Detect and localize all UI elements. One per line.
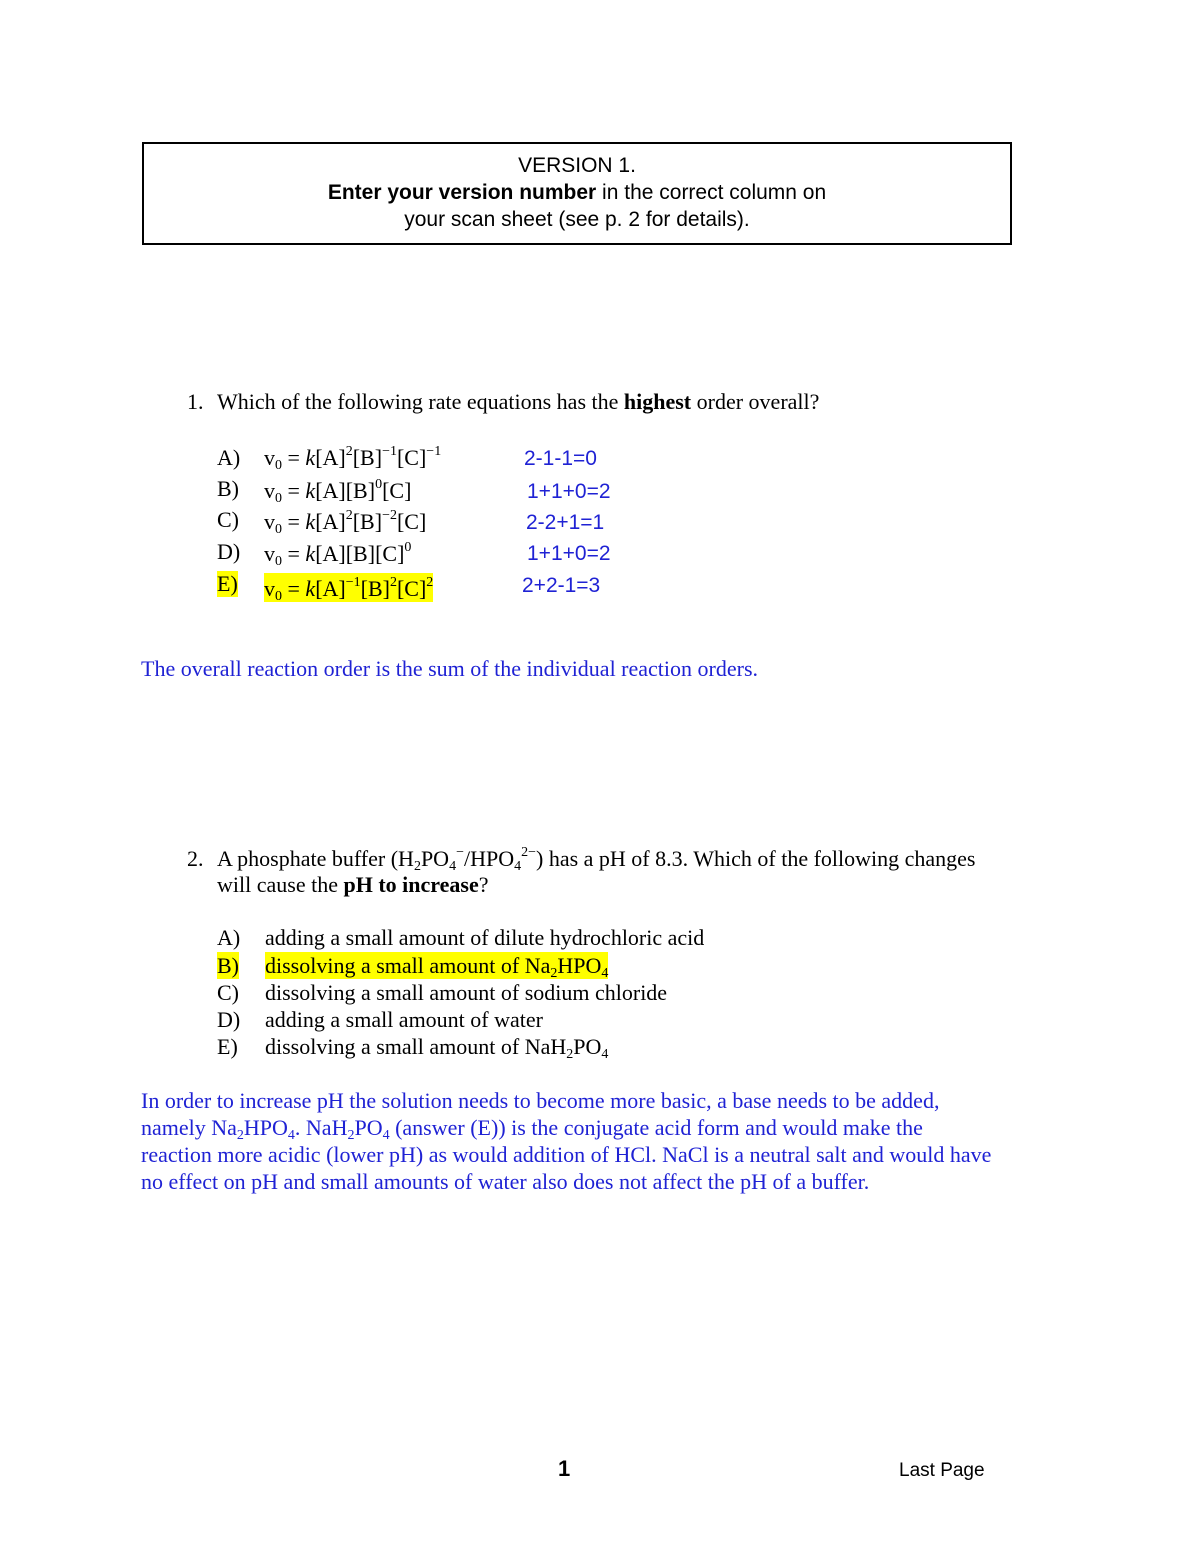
q2-explanation-line1: In order to increase pH the solution needs to become more basic, a base needs to be added, [141, 1088, 940, 1113]
q1-prompt-suffix: order overall? [691, 389, 820, 414]
rate-constant-k: k [305, 576, 316, 601]
last-page-label: Last Page [899, 1460, 985, 1481]
q1-choice-b-calc: 1+1+0=2 [527, 480, 611, 503]
version-box [142, 142, 1012, 245]
q2-choice-a-text: adding a small amount of dilute hydrochloric acid [265, 925, 705, 950]
q2-choice-a-letter: A) [217, 925, 241, 950]
rate-constant-k: k [305, 478, 316, 503]
version-instruction-rest: in the correct column on [596, 181, 827, 204]
q1-choice-d-equation: $v_0 = k[A][B][C]^0$ [264, 540, 412, 569]
q2-choice-e-letter: E) [217, 1034, 238, 1059]
q2-number: 2. [187, 846, 204, 871]
q1-choice-b-equation: $v_0 = k[A][B]^0[C]$ [264, 477, 412, 506]
q2-choice-c-letter: C) [217, 980, 239, 1005]
q2-prompt-line2: will cause the pH to increase? [217, 872, 489, 897]
q1-choice-c-letter: C) [217, 507, 239, 532]
q1-choice-c-equation: $v_0 = k[A]^2[B]^{-2}[C]$ [264, 508, 427, 537]
q2-choice-c-text: dissolving a small amount of sodium chloride [265, 980, 668, 1005]
version-instruction-line3: your scan sheet (see p. 2 for details). [404, 208, 750, 231]
version-instruction [144, 179, 1010, 206]
q1-choice-a-calc: 2-1-1=0 [524, 447, 597, 470]
q1-choice-d-calc: 1+1+0=2 [527, 542, 611, 565]
q2-explanation-line2: namely $Na_2HPO_4$. $NaH_2PO_4$ (answer (E)) is the conjugate acid form and would make the [141, 1115, 923, 1143]
q1-prompt-bold: highest [623, 389, 692, 414]
version-instruction-bold: Enter your version number [327, 181, 597, 204]
q1-prompt-prefix: Which of the following rate equations has the [217, 389, 624, 414]
q1-choice-e-equation: $v_0 = k[A]^{-1}[B]^2[C]^2$ [264, 575, 434, 604]
q2-explanation-line3: reaction more acidic (lower pH) as would addition of HCl. NaCl is a neutral salt and would have [141, 1142, 992, 1167]
q2-choice-e-text: dissolving a small amount of $NaH_2PO_4$ [265, 1034, 609, 1062]
version-title: VERSION 1. [518, 154, 636, 177]
q1-choice-e-calc: 2+2-1=3 [522, 574, 601, 597]
page-number: 1 [558, 1456, 571, 1481]
q2-choice-d-letter: D) [217, 1007, 241, 1032]
q1-choice-a-letter: A) [217, 445, 241, 470]
q2-choice-b-text: dissolving a small amount of $Na_2HPO_4$ [265, 953, 609, 981]
q1-choice-e-letter: E) [217, 571, 238, 596]
q1-prompt [217, 388, 819, 415]
q1-choice-a-equation: $v_0 = k[A]^2[B]^{-1}[C]^{-1}$ [264, 444, 442, 473]
rate-constant-k: k [305, 509, 316, 534]
rate-constant-k: k [305, 445, 316, 470]
q2-choice-b-letter: B) [217, 953, 239, 978]
q2-explanation-line4: no effect on pH and small amounts of water also does not affect the pH of a buffer. [141, 1169, 870, 1194]
q1-choice-d-letter: D) [217, 539, 241, 564]
rate-constant-k: k [305, 541, 316, 566]
q1-choice-c-calc: 2-2+1=1 [526, 511, 605, 534]
q1-number: 1. [187, 389, 204, 414]
q2-choice-d-text: adding a small amount of water [265, 1007, 543, 1032]
q2-prompt-line1: A phosphate buffer $(H_2PO_4^-/HPO_4^{2-})$ has a pH of 8.3. Which of the following changes [217, 845, 976, 874]
q1-choice-b-letter: B) [217, 476, 239, 501]
q1-explanation: The overall reaction order is the sum of the individual reaction orders. [141, 656, 759, 681]
